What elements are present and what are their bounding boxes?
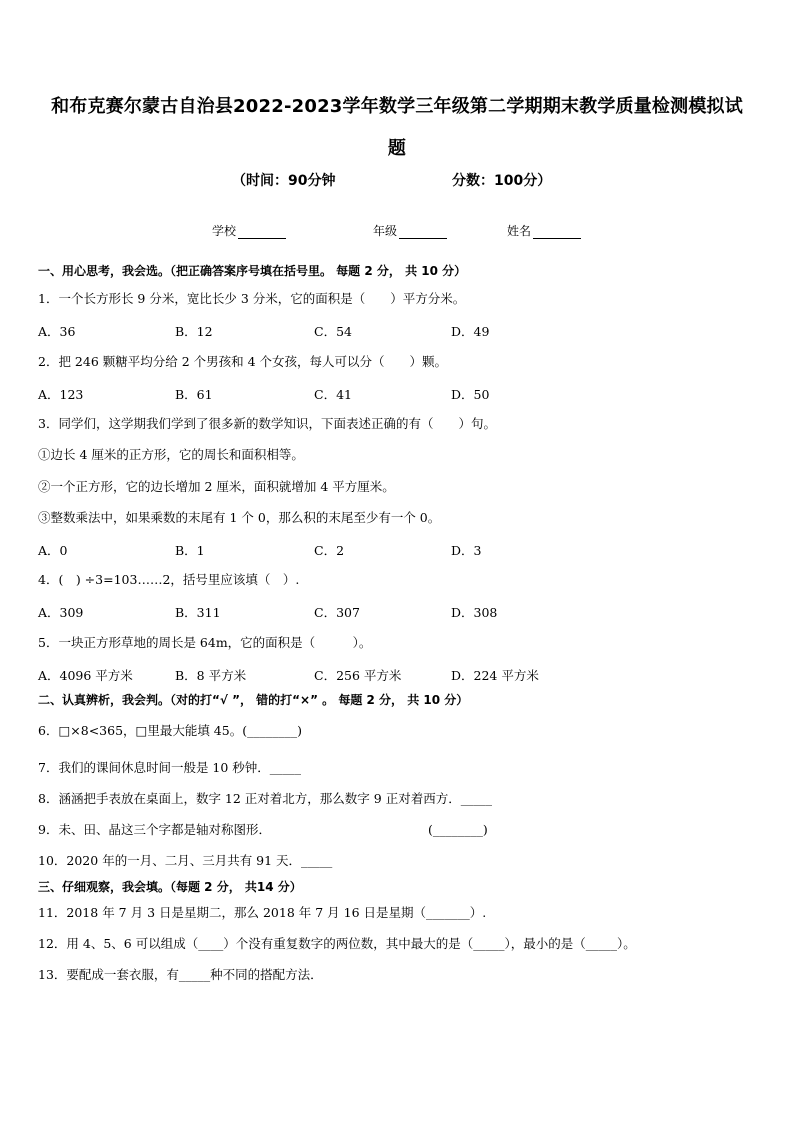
question-8: 8．涵涵把手表放在桌面上，数字 12 正对着北方，那么数字 9 正对着西方．_____: [38, 791, 492, 806]
question-5: 5．一块正方形草地的周长是 64m，它的面积是（ ）。: [38, 635, 372, 650]
q3-option-c[interactable]: C．2: [314, 543, 345, 558]
question-12: 12．用 4、5、6 可以组成（____）个没有重复数字的两位数，其中最大的是（_____），最小的是（_____）。: [38, 936, 636, 951]
q5-option-d[interactable]: D．224 平方米: [451, 668, 539, 683]
grade-field[interactable]: [373, 222, 447, 239]
q2-option-a[interactable]: A．123: [38, 387, 84, 402]
name-field[interactable]: [507, 222, 581, 239]
q3-option-a[interactable]: A．0: [38, 543, 68, 558]
q2-option-b[interactable]: B．61: [175, 387, 213, 402]
question-4: 4．( ) ÷3=103……2，括号里应该填（ ）.: [38, 572, 300, 587]
question-9: 9．未、田、晶这三个字都是轴对称图形．: [38, 822, 271, 837]
q5-option-a[interactable]: A．4096 平方米: [38, 668, 133, 683]
q3-statement-2: ②一个正方形，它的边长增加 2 厘米，面积就增加 4 平方厘米。: [38, 479, 395, 494]
q3-option-b[interactable]: B．1: [175, 543, 205, 558]
school-label: 学校: [212, 224, 237, 238]
exam-time: （时间：90分钟: [232, 173, 336, 189]
question-11: 11．2018 年 7 月 3 日是星期二，那么 2018 年 7 月 16 日是星期（_______）.: [38, 905, 487, 920]
q3-option-d[interactable]: D．3: [451, 543, 482, 558]
exam-title: [20, 86, 774, 170]
q4-option-b[interactable]: B．311: [175, 605, 221, 620]
question-6: 6．□×8<365，□里最大能填 45。(________): [38, 723, 302, 738]
exam-title-line2: 题: [387, 138, 407, 159]
q1-option-b[interactable]: B．12: [175, 324, 213, 339]
q3-statement-3: ③整数乘法中，如果乘数的末尾有 1 个 0，那么积的末尾至少有一个 0。: [38, 510, 441, 525]
question-2: 2．把 246 颗糖平均分给 2 个男孩和 4 个女孩，每人可以分（ ）颗。: [38, 354, 448, 369]
grade-line: [399, 226, 447, 239]
question-1: 1．一个长方形长 9 分米，宽比长少 3 分米，它的面积是（ ）平方分米。: [38, 291, 466, 306]
q2-option-d[interactable]: D．50: [451, 387, 490, 402]
exam-title-line1: 和布克赛尔蒙古自治县2022-2023学年数学三年级第二学期期末教学质量检测模拟试: [51, 96, 743, 117]
question-13: 13．要配成一套衣服，有_____种不同的搭配方法．: [38, 967, 323, 982]
question-7: 7．我们的课间休息时间一般是 10 秒钟．_____: [38, 760, 302, 775]
q4-option-c[interactable]: C．307: [314, 605, 360, 620]
question-10: 10．2020 年的一月、二月、三月共有 91 天．_____: [38, 853, 333, 868]
section-1-heading: 一、用心思考，我会选。（把正确答案序号填在括号里。 每题 2 分， 共 10 分）: [38, 264, 467, 278]
q1-option-d[interactable]: D．49: [451, 324, 490, 339]
q3-statement-1: ①边长 4 厘米的正方形，它的周长和面积相等。: [38, 447, 304, 462]
question-3: 3．同学们，这学期我们学到了很多新的数学知识，下面表述正确的有（ ）句。: [38, 416, 496, 431]
name-line: [533, 226, 581, 239]
q5-option-c[interactable]: C．256 平方米: [314, 668, 402, 683]
name-label: 姓名: [507, 224, 532, 238]
q2-option-c[interactable]: C．41: [314, 387, 352, 402]
q1-option-a[interactable]: A．36: [38, 324, 76, 339]
section-2-heading: 二、认真辨析，我会判。（对的打“√ ”， 错的打“×” 。 每题 2 分， 共 10 分）: [38, 693, 469, 707]
section-3-heading: 三、仔细观察，我会填。（每题 2 分， 共14 分）: [38, 880, 302, 894]
q9-answer-blank[interactable]: (________): [428, 822, 488, 837]
grade-label: 年级: [373, 224, 398, 238]
q4-option-d[interactable]: D．308: [451, 605, 498, 620]
q5-option-b[interactable]: B．8 平方米: [175, 668, 247, 683]
school-field[interactable]: [212, 222, 286, 239]
exam-score: 分数：100分）: [452, 173, 552, 189]
school-line: [238, 226, 286, 239]
q4-option-a[interactable]: A．309: [38, 605, 84, 620]
q1-option-c[interactable]: C．54: [314, 324, 352, 339]
